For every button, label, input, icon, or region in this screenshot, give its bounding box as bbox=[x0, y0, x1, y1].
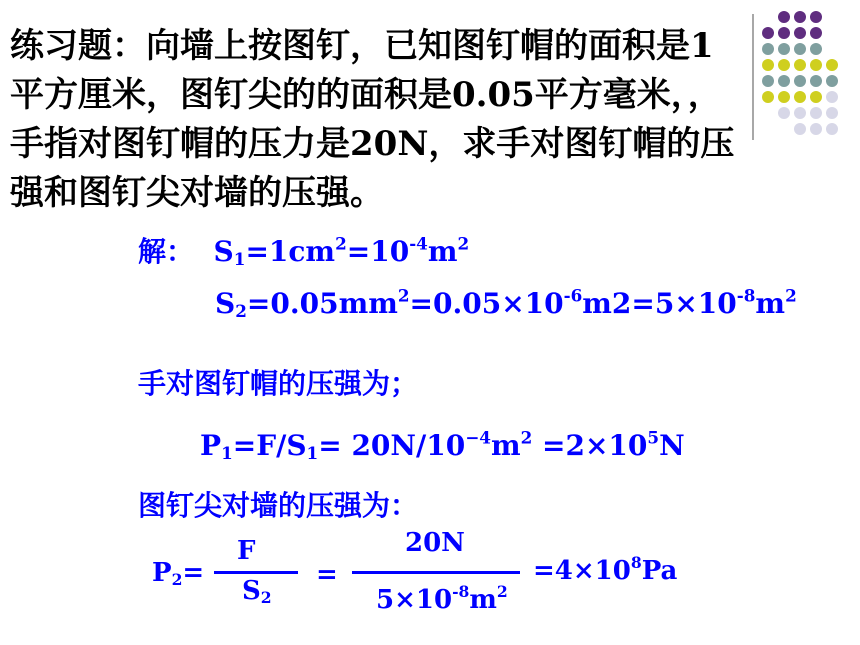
decorative-dot bbox=[810, 75, 822, 87]
p1-equation: $P_1=F/S_1= 20N/10^{-4}m^2 =2\times 10^5N$ bbox=[200, 427, 685, 464]
decorative-dot bbox=[826, 123, 838, 135]
problem-line-4: 强和图钉尖对墙的压强。 bbox=[10, 173, 384, 213]
decorative-dot bbox=[810, 43, 822, 55]
solution-label: 解： bbox=[138, 235, 195, 268]
fraction2-numerator: 20N bbox=[405, 528, 465, 558]
area-s2-line: $S_2=0.05mm^2=0.05\times 10^{-6}m2=5\times 10^{-8}m^2$ bbox=[215, 285, 797, 322]
fraction2-denominator: $5\times 10^{-8}m^2$ bbox=[376, 582, 508, 615]
hand-pressure-label: 手对图钉帽的压强为； bbox=[138, 367, 419, 400]
decorative-dot bbox=[810, 91, 822, 103]
decorative-dot bbox=[826, 75, 838, 87]
decorative-dot bbox=[810, 11, 822, 23]
fraction2-bar bbox=[352, 571, 520, 574]
equals-sign: = bbox=[316, 560, 338, 590]
decorative-dot bbox=[810, 59, 822, 71]
decorative-dot bbox=[810, 123, 822, 135]
decorative-dot bbox=[810, 107, 822, 119]
decorative-dot bbox=[810, 27, 822, 39]
fraction1-denominator: $S_2$ bbox=[242, 576, 272, 607]
fraction1-bar bbox=[214, 571, 298, 574]
problem-line-3: 手指对图钉帽的压力是20N，求手对图钉帽的压 bbox=[10, 124, 735, 164]
problem-text bbox=[10, 22, 810, 218]
tip-pressure-label: 图钉尖对墙的压强为： bbox=[138, 489, 419, 522]
decorative-dot bbox=[826, 59, 838, 71]
area-s1-line: 解： $S_1=1cm^2=10^{-4}m^2$ bbox=[138, 233, 470, 270]
problem-line-2: 平方厘米，图钉尖的的面积是0.05平方毫米，， bbox=[10, 75, 722, 115]
fraction1-numerator: F bbox=[237, 536, 256, 566]
problem-line-1: 练习题：向墙上按图钉，已知图钉帽的面积是1 bbox=[10, 26, 714, 66]
p2-result: $=4\times 10^8Pa$ bbox=[533, 553, 678, 586]
decorative-dot bbox=[826, 91, 838, 103]
decorative-dot bbox=[826, 107, 838, 119]
p2-lhs: $P_2=$ bbox=[152, 558, 205, 589]
